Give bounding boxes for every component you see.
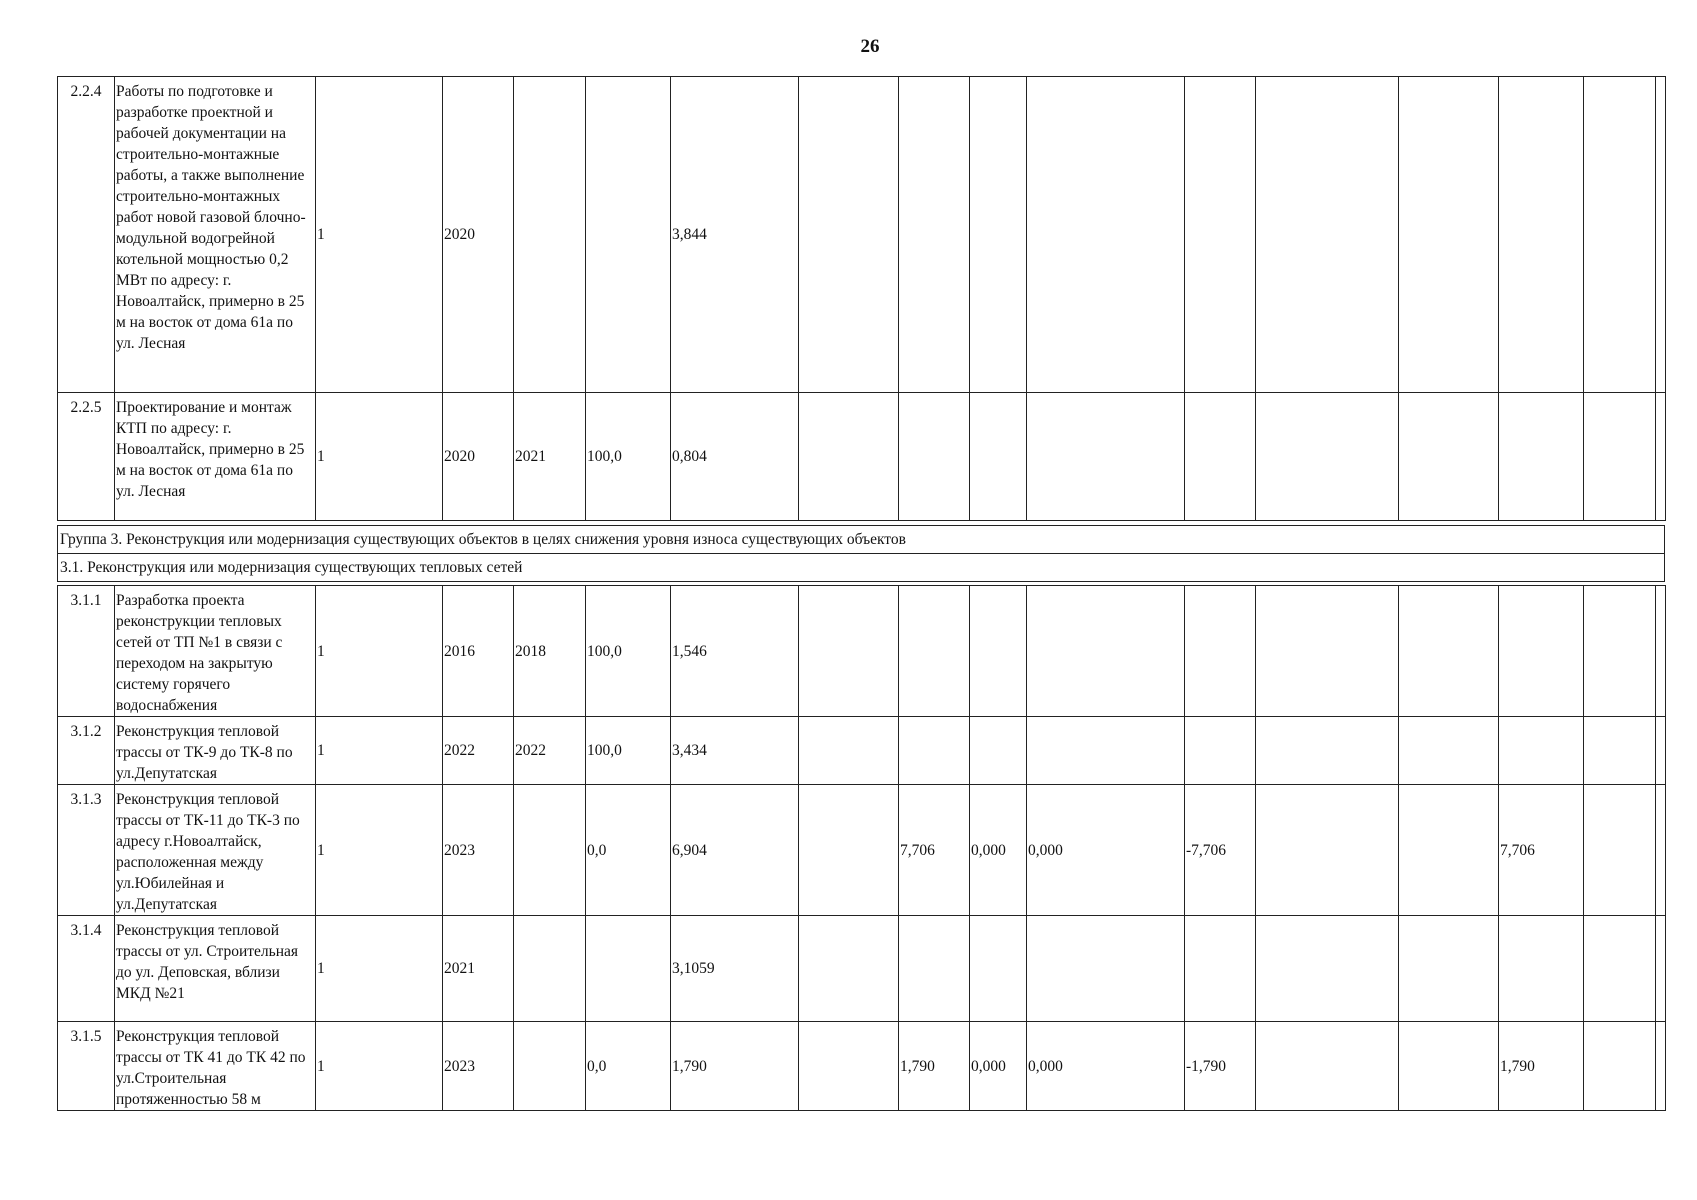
table-cell — [970, 717, 1027, 785]
table-cell: 1 — [316, 916, 443, 1022]
table-cell: 1 — [316, 393, 443, 521]
table-cell: 3,844 — [671, 77, 799, 393]
row-name: Проектирование и монтаж КТП по адресу: г. Новоалтайск, примерно в 25 м на восток от дома 61а по ул. Лесная — [115, 393, 316, 521]
table-cell: 100,0 — [586, 586, 671, 717]
table-cell: 2020 — [443, 393, 514, 521]
table-cell — [1399, 785, 1499, 916]
table-cell — [1399, 916, 1499, 1022]
row-number: 3.1.5 — [58, 1022, 115, 1111]
table-cell — [1499, 586, 1584, 717]
table-cell: 0,0 — [586, 1022, 671, 1111]
table-cell — [1256, 916, 1399, 1022]
table-cell — [899, 916, 970, 1022]
table-cell — [514, 785, 586, 916]
table-cell: 2022 — [514, 717, 586, 785]
table-cell — [1499, 77, 1584, 393]
row-number: 3.1.2 — [58, 717, 115, 785]
table-cell: 0,000 — [1027, 785, 1185, 916]
table-cell: 1 — [316, 717, 443, 785]
table-cell — [1027, 77, 1185, 393]
table-cell — [1256, 393, 1399, 521]
table-cell — [799, 916, 899, 1022]
row-name: Реконструкция тепловой трассы от ТК 41 до ТК 42 по ул.Строительная протяженностью 58 м — [115, 1022, 316, 1111]
table-cell — [899, 586, 970, 717]
table-cell — [1256, 1022, 1399, 1111]
table-cell: 2021 — [514, 393, 586, 521]
table-section-3-1 — [57, 585, 1666, 1111]
table-cell: 1,790 — [899, 1022, 970, 1111]
row-name: Разработка проекта реконструкции тепловых сетей от ТП №1 в связи с переходом на закрытую систему горячего водоснабжения — [115, 586, 316, 717]
row-name: Реконструкция тепловой трассы от ТК-11 до ТК-3 по адресу г.Новоалтайск, расположенная между ул.Юбилейная и ул.Депутатская — [115, 785, 316, 916]
table-cell: 0,804 — [671, 393, 799, 521]
table-cell: 2023 — [443, 1022, 514, 1111]
section-3-1-title: 3.1. Реконструкция или модернизация существующих тепловых сетей — [58, 554, 1665, 582]
table-cell: 0,000 — [970, 1022, 1027, 1111]
row-number: 3.1.1 — [58, 586, 115, 717]
table-cell: 100,0 — [586, 717, 671, 785]
table-cell — [1256, 586, 1399, 717]
page-number: 26 — [860, 36, 880, 57]
table-cell: 2021 — [443, 916, 514, 1022]
table-row — [58, 586, 1666, 717]
table-cell — [1185, 77, 1256, 393]
row-number: 2.2.4 — [58, 77, 115, 393]
table-cell — [1399, 1022, 1499, 1111]
table-row — [58, 393, 1666, 521]
table-cell — [1499, 717, 1584, 785]
table-row — [58, 77, 1666, 393]
table-cell — [586, 916, 671, 1022]
table-cell — [514, 916, 586, 1022]
table-cell — [1399, 77, 1499, 393]
table-cell — [1656, 586, 1666, 717]
table-row — [58, 717, 1666, 785]
table-cell — [899, 717, 970, 785]
table-cell — [1399, 586, 1499, 717]
row-name: Работы по подготовке и разработке проектной и рабочей документации на строительно-монтажные работы, а также выполнение строительно-монтажных работ новой газовой блочно-модульной водогрейной котельной мощностью 0,2 МВт по адресу: г. Новоалтайск, примерно в 25 м на восток от дома 61а по ул. Лесная — [115, 77, 316, 393]
table-cell — [1185, 717, 1256, 785]
table-cell — [1656, 77, 1666, 393]
table-cell — [1499, 393, 1584, 521]
table-cell: 3,434 — [671, 717, 799, 785]
table-cell — [1256, 785, 1399, 916]
table-cell — [1027, 916, 1185, 1022]
table-cell — [1399, 717, 1499, 785]
table-cell — [514, 1022, 586, 1111]
table-cell — [1584, 393, 1656, 521]
table-cell: -7,706 — [1185, 785, 1256, 916]
table-cell — [1256, 77, 1399, 393]
table-section-3-1-header — [57, 553, 1665, 582]
row-number: 3.1.4 — [58, 916, 115, 1022]
table-cell — [1027, 586, 1185, 717]
table-cell — [1584, 717, 1656, 785]
table-cell: 2020 — [443, 77, 514, 393]
row-name: Реконструкция тепловой трассы от ул. Строительная до ул. Деповская, вблизи МКД №21 — [115, 916, 316, 1022]
table-cell — [1185, 916, 1256, 1022]
group-3-title: Группа 3. Реконструкция или модернизация существующих объектов в целях снижения уровня износа существующих объектов — [58, 526, 1665, 554]
table-cell — [1584, 586, 1656, 717]
table-cell: 1,546 — [671, 586, 799, 717]
table-cell — [970, 77, 1027, 393]
table-cell: 0,0 — [586, 785, 671, 916]
table-cell: 1,790 — [671, 1022, 799, 1111]
table-cell — [799, 717, 899, 785]
table-cell: 1 — [316, 1022, 443, 1111]
table-cell: 1 — [316, 586, 443, 717]
table-cell — [1185, 586, 1256, 717]
table-group-3 — [57, 525, 1665, 554]
table-cell — [1584, 1022, 1656, 1111]
table-cell: -1,790 — [1185, 1022, 1256, 1111]
table-cell — [899, 77, 970, 393]
table-cell — [799, 586, 899, 717]
table-cell: 2016 — [443, 586, 514, 717]
row-name: Реконструкция тепловой трассы от ТК-9 до ТК-8 по ул.Депутатская — [115, 717, 316, 785]
table-row — [58, 1022, 1666, 1111]
table-cell: 7,706 — [1499, 785, 1584, 916]
table-cell — [799, 393, 899, 521]
table-section-2-2 — [57, 76, 1666, 521]
table-cell: 0,000 — [1027, 1022, 1185, 1111]
table-cell — [1656, 916, 1666, 1022]
table-cell — [799, 785, 899, 916]
table-cell: 3,1059 — [671, 916, 799, 1022]
table-cell — [1399, 393, 1499, 521]
table-cell: 100,0 — [586, 393, 671, 521]
table-row — [58, 785, 1666, 916]
table-cell — [1256, 717, 1399, 785]
table-cell: 1,790 — [1499, 1022, 1584, 1111]
table-cell — [799, 1022, 899, 1111]
table-cell — [514, 77, 586, 393]
table-cell — [970, 393, 1027, 521]
table-cell — [970, 916, 1027, 1022]
table-cell — [1027, 393, 1185, 521]
table-cell — [1584, 785, 1656, 916]
table-cell: 2023 — [443, 785, 514, 916]
row-number: 3.1.3 — [58, 785, 115, 916]
table-cell — [1499, 916, 1584, 1022]
table-cell — [1185, 393, 1256, 521]
table-row — [58, 916, 1666, 1022]
table-cell: 2022 — [443, 717, 514, 785]
table-cell: 0,000 — [970, 785, 1027, 916]
table-cell: 1 — [316, 785, 443, 916]
table-cell — [586, 77, 671, 393]
table-cell — [899, 393, 970, 521]
table-cell: 1 — [316, 77, 443, 393]
table-cell: 2018 — [514, 586, 586, 717]
table-cell — [1656, 1022, 1666, 1111]
table-cell — [1027, 717, 1185, 785]
table-cell — [1656, 785, 1666, 916]
table-cell — [970, 586, 1027, 717]
row-number: 2.2.5 — [58, 393, 115, 521]
table-cell: 6,904 — [671, 785, 799, 916]
table-cell — [1584, 77, 1656, 393]
table-cell — [1656, 717, 1666, 785]
table-cell — [1584, 916, 1656, 1022]
table-cell: 7,706 — [899, 785, 970, 916]
table-cell — [1656, 393, 1666, 521]
table-cell — [799, 77, 899, 393]
